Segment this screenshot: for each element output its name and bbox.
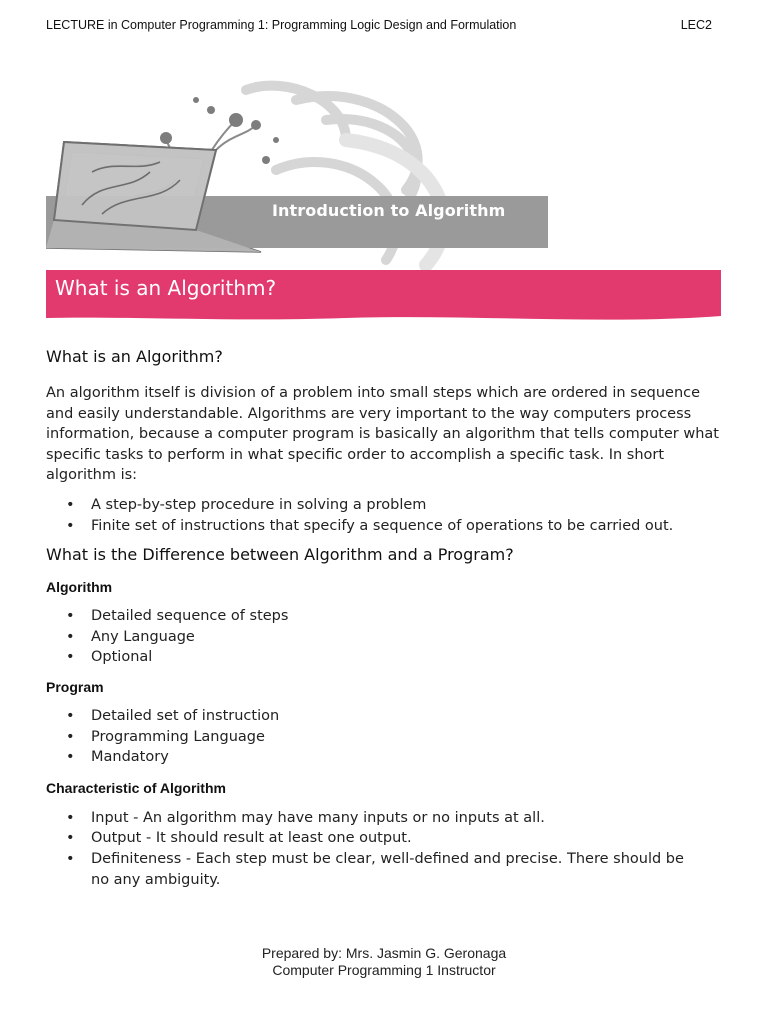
program-list (46, 706, 726, 768)
intro-paragraph: An algorithm itself is division of a problem into small steps which are ordered in sequence and easily understandable. Algorithms are very important to the way computers process information, because a computer program is basically an algorithm that tells computer what specific tasks to perform in what specific order to accomplish a specific task. In short algorithm is: (46, 385, 719, 484)
definition-list (46, 495, 726, 536)
list-item: • Output - It should result at least one output. (66, 830, 412, 847)
intro-label: Introduction to Algorithm (272, 201, 506, 220)
list-item: • Detailed set of instruction (66, 707, 280, 724)
page-header (46, 18, 712, 36)
section-title-banner: What is an Algorithm? (55, 276, 277, 300)
list-item: • Optional (66, 649, 153, 666)
header-code: LEC2 (680, 18, 712, 32)
lesson-banner (46, 80, 721, 325)
list-item: • Mandatory (66, 749, 169, 766)
header-title: LECTURE in Computer Programming 1: Programming Logic Design and Formulation (46, 18, 517, 32)
footer-prepared-by: Prepared by: Mrs. Jasmin G. Geronaga (261, 945, 507, 961)
list-item: • Any Language (66, 628, 195, 645)
list-item: • Input - An algorithm may have many inputs or no inputs at all. (66, 809, 545, 826)
list-item: • Finite set of instructions that specify a sequence of operations to be carried out. (66, 517, 674, 534)
section-heading-difference: What is the Difference between Algorithm and a Program? (46, 545, 514, 565)
list-item: • A step-by-step procedure in solving a problem (66, 496, 427, 513)
list-item: • Programming Language (66, 728, 265, 745)
characteristic-heading: Characteristic of Algorithm (46, 779, 226, 796)
page-footer (0, 945, 768, 979)
footer-role: Computer Programming 1 Instructor (272, 962, 496, 978)
algorithm-list (46, 606, 726, 668)
algorithm-label: Algorithm (46, 579, 113, 596)
list-item: • Definiteness - Each step must be clear, well-defined and precise. There should be no any ambiguity. (66, 850, 684, 888)
main-content (46, 346, 726, 890)
program-label: Program (46, 678, 104, 695)
characteristic-list (46, 808, 726, 890)
list-item: • Detailed sequence of steps (66, 608, 289, 625)
section-heading-what-is: What is an Algorithm? (46, 347, 223, 366)
